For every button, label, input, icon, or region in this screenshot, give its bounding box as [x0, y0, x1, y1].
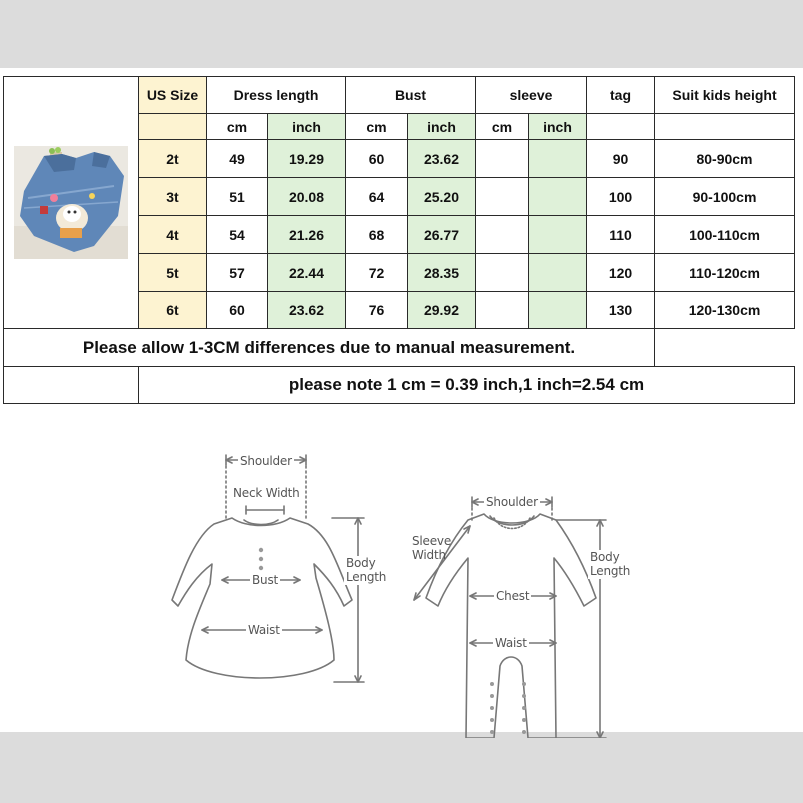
- size-cell: 3t: [139, 178, 207, 216]
- dress-body-length-line1: Body: [346, 556, 376, 570]
- bust-inch-cell: 23.62: [408, 140, 476, 178]
- dress-body-length-line2: Length: [346, 570, 387, 585]
- unit-dress-inch: inch: [268, 114, 346, 140]
- dress-body-length-label: [344, 556, 388, 585]
- dress-cm-cell: 51: [207, 178, 268, 216]
- sleeve-inch-cell: [529, 216, 587, 254]
- conversion-note-row: [4, 367, 795, 404]
- tag-cell: 100: [587, 178, 655, 216]
- size-chart-table: [3, 76, 795, 404]
- size-cell: 2t: [139, 140, 207, 178]
- header-us-size: US Size: [139, 77, 207, 114]
- measurement-diagrams: [0, 408, 803, 738]
- height-cell: 80-90cm: [655, 140, 795, 178]
- dress-cm-cell: 60: [207, 292, 268, 329]
- product-photo-cell: [4, 77, 139, 329]
- bust-inch-cell: 28.35: [408, 254, 476, 292]
- dress-inch-cell: 23.62: [268, 292, 346, 329]
- conversion-note: please note 1 cm = 0.39 inch,1 inch=2.54 cm: [139, 367, 795, 404]
- dress-bust-label: Bust: [252, 573, 278, 587]
- bust-cm-cell: 64: [346, 178, 408, 216]
- height-cell: 90-100cm: [655, 178, 795, 216]
- height-cell: 100-110cm: [655, 216, 795, 254]
- bust-cm-cell: 76: [346, 292, 408, 329]
- dress-shoulder-label: Shoulder: [240, 454, 292, 468]
- sleeve-inch-cell: [529, 140, 587, 178]
- romper-sleeve-width-label: [412, 534, 451, 563]
- bust-inch-cell: 25.20: [408, 178, 476, 216]
- sleeve-cm-cell: [476, 140, 529, 178]
- dress-inch-cell: 20.08: [268, 178, 346, 216]
- size-cell: 5t: [139, 254, 207, 292]
- tolerance-note-row: [4, 329, 795, 367]
- height-cell: 110-120cm: [655, 254, 795, 292]
- bust-cm-cell: 68: [346, 216, 408, 254]
- dress-inch-cell: 22.44: [268, 254, 346, 292]
- unit-sleeve-inch: inch: [529, 114, 587, 140]
- header-tag: tag: [587, 77, 655, 114]
- sleeve-cm-cell: [476, 292, 529, 329]
- unit-tag-blank: [587, 114, 655, 140]
- denim-dress-photo-icon: [14, 146, 128, 259]
- units-size-cell: [139, 114, 207, 140]
- tag-cell: 130: [587, 292, 655, 329]
- sleeve-inch-cell: [529, 292, 587, 329]
- sleeve-inch-cell: [529, 254, 587, 292]
- header-sleeve: sleeve: [476, 77, 587, 114]
- sleeve-cm-cell: [476, 216, 529, 254]
- tag-cell: 110: [587, 216, 655, 254]
- romper-sleeve-width-line2: Width: [412, 548, 446, 563]
- header-bust: Bust: [346, 77, 476, 114]
- unit-sleeve-cm: cm: [476, 114, 529, 140]
- romper-waist-label: Waist: [495, 636, 527, 650]
- romper-body-length-line1: Body: [590, 550, 620, 564]
- blank-photo-cell: [4, 367, 139, 404]
- romper-sleeve-width-line1: Sleeve: [412, 534, 452, 548]
- bust-cm-cell: 72: [346, 254, 408, 292]
- unit-bust-cm: cm: [346, 114, 408, 140]
- dress-inch-cell: 19.29: [268, 140, 346, 178]
- height-cell: 120-130cm: [655, 292, 795, 329]
- romper-chest-label: Chest: [496, 589, 530, 603]
- dress-cm-cell: 54: [207, 216, 268, 254]
- dress-cm-cell: 57: [207, 254, 268, 292]
- bust-inch-cell: 29.92: [408, 292, 476, 329]
- tag-cell: 120: [587, 254, 655, 292]
- header-suit-kids-height: Suit kids height: [655, 77, 795, 114]
- tolerance-note: Please allow 1-3CM differences due to manual measurement.: [4, 329, 655, 367]
- romper-shoulder-label: Shoulder: [486, 495, 538, 509]
- bust-cm-cell: 60: [346, 140, 408, 178]
- size-chart-sheet: [0, 68, 803, 732]
- romper-sketch-icon: [0, 408, 803, 738]
- sleeve-cm-cell: [476, 178, 529, 216]
- sleeve-inch-cell: [529, 178, 587, 216]
- romper-body-length-label: [588, 550, 632, 579]
- romper-body-length-line2: Length: [590, 564, 631, 579]
- dress-neck-width-label: Neck Width: [233, 486, 300, 500]
- unit-height-blank: [655, 114, 795, 140]
- unit-dress-cm: cm: [207, 114, 268, 140]
- header-row: [4, 77, 795, 114]
- dress-waist-label: Waist: [248, 623, 280, 637]
- dress-inch-cell: 21.26: [268, 216, 346, 254]
- sleeve-cm-cell: [476, 254, 529, 292]
- header-dress-length: Dress length: [207, 77, 346, 114]
- size-cell: 4t: [139, 216, 207, 254]
- bust-inch-cell: 26.77: [408, 216, 476, 254]
- size-cell: 6t: [139, 292, 207, 329]
- unit-bust-inch: inch: [408, 114, 476, 140]
- tag-cell: 90: [587, 140, 655, 178]
- dress-cm-cell: 49: [207, 140, 268, 178]
